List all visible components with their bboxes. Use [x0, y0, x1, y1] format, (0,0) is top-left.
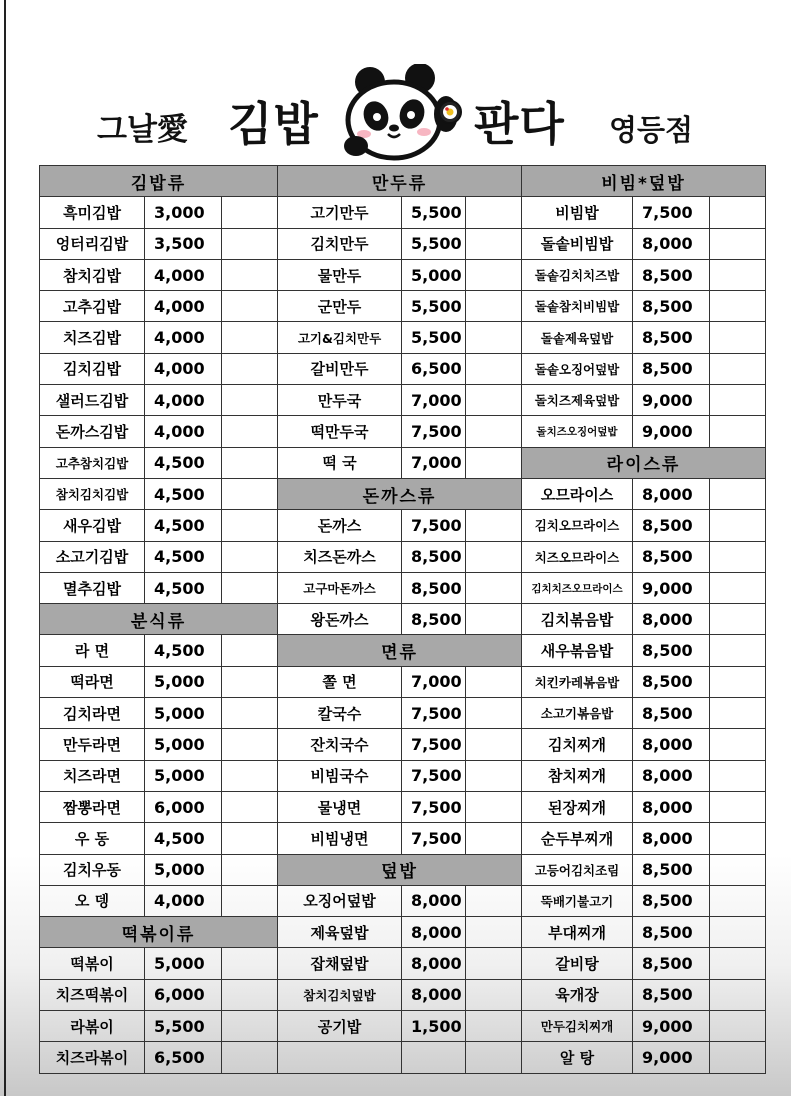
menu-item-price: 8,000	[402, 948, 466, 979]
menu-item-name: 김치오므라이스	[522, 510, 633, 541]
blank-cell	[710, 635, 766, 666]
blank-cell	[466, 791, 522, 822]
blank-cell	[710, 353, 766, 384]
blank-cell	[222, 854, 278, 885]
menu-item-name: 고기만두	[278, 197, 402, 228]
blank-cell	[222, 760, 278, 791]
blank-cell	[222, 979, 278, 1010]
menu-item-name: 라 면	[40, 635, 145, 666]
table-row	[40, 416, 766, 447]
menu-item-name: 고기&김치만두	[278, 322, 402, 353]
table-row	[40, 353, 766, 384]
menu-item-price: 4,000	[145, 385, 222, 416]
menu-item-price: 9,000	[633, 385, 710, 416]
branch-name: 영등점	[609, 113, 694, 147]
menu-item-price: 8,500	[633, 666, 710, 697]
menu-item-price: 7,500	[402, 729, 466, 760]
menu-item-price: 8,500	[633, 635, 710, 666]
table-row	[40, 604, 766, 635]
blank-cell	[466, 823, 522, 854]
blank-cell	[466, 604, 522, 635]
blank-cell	[222, 823, 278, 854]
menu-item-name: 새우볶음밥	[522, 635, 633, 666]
menu-item-name: 떡볶이	[40, 948, 145, 979]
blank-cell	[466, 322, 522, 353]
menu-item-price: 4,000	[145, 353, 222, 384]
section-header: 돈까스류	[278, 478, 522, 509]
menu-item-name: 칼국수	[278, 698, 402, 729]
blank-cell	[710, 478, 766, 509]
menu-item-price: 4,500	[145, 541, 222, 572]
brand-name-part2: 판다	[474, 97, 565, 151]
menu-item-price: 7,000	[402, 385, 466, 416]
menu-item-name: 치즈오므라이스	[522, 541, 633, 572]
blank-cell	[466, 291, 522, 322]
menu-item-name: 치킨카레볶음밥	[522, 666, 633, 697]
menu-item-price: 8,500	[633, 698, 710, 729]
menu-item-name: 고등어김치조림	[522, 854, 633, 885]
brand-prefix: 그날愛	[97, 112, 188, 148]
section-header: 덮밥	[278, 854, 522, 885]
blank-cell	[710, 197, 766, 228]
menu-item-price	[402, 1042, 466, 1073]
blank-cell	[222, 635, 278, 666]
menu-item-name: 왕돈까스	[278, 604, 402, 635]
blank-cell	[466, 760, 522, 791]
menu-item-price: 8,500	[633, 353, 710, 384]
menu-item-name: 만두김치찌개	[522, 1011, 633, 1042]
menu-item-name: 물만두	[278, 259, 402, 290]
menu-item-name: 만두국	[278, 385, 402, 416]
menu-item-name: 비빔냉면	[278, 823, 402, 854]
blank-cell	[710, 416, 766, 447]
blank-cell	[466, 1011, 522, 1042]
blank-cell	[466, 948, 522, 979]
menu-item-price: 8,000	[402, 917, 466, 948]
menu-item-name: 김치볶음밥	[522, 604, 633, 635]
menu-item-price: 8,000	[633, 823, 710, 854]
menu-item-name: 짬뽕라면	[40, 791, 145, 822]
blank-cell	[222, 698, 278, 729]
menu-item-price: 8,000	[402, 885, 466, 916]
menu-item-name: 갈비만두	[278, 353, 402, 384]
menu-item-price: 6,500	[402, 353, 466, 384]
blank-cell	[710, 823, 766, 854]
blank-cell	[466, 385, 522, 416]
blank-cell	[710, 698, 766, 729]
menu-item-name: 돌치즈오징어덮밥	[522, 416, 633, 447]
blank-cell	[466, 917, 522, 948]
blank-cell	[710, 228, 766, 259]
blank-cell	[710, 291, 766, 322]
blank-cell	[466, 698, 522, 729]
section-header: 면류	[278, 635, 522, 666]
blank-cell	[710, 948, 766, 979]
blank-cell	[222, 948, 278, 979]
blank-cell	[222, 510, 278, 541]
menu-item-price: 5,000	[145, 698, 222, 729]
blank-cell	[222, 322, 278, 353]
section-header: 만두류	[278, 166, 522, 197]
blank-cell	[466, 572, 522, 603]
menu-item-price: 7,500	[633, 197, 710, 228]
menu-item-price: 9,000	[633, 572, 710, 603]
blank-cell	[466, 416, 522, 447]
blank-cell	[222, 729, 278, 760]
menu-item-name: 오므라이스	[522, 478, 633, 509]
menu-item-price: 5,500	[402, 291, 466, 322]
menu-item-name: 김치치즈오므라이스	[522, 572, 633, 603]
table-row	[40, 729, 766, 760]
section-header: 분식류	[40, 604, 278, 635]
panda-mascot-icon	[342, 64, 470, 162]
menu-item-price: 3,500	[145, 228, 222, 259]
menu-item-price: 8,500	[633, 510, 710, 541]
blank-cell	[222, 259, 278, 290]
menu-item-name: 오징어덮밥	[278, 885, 402, 916]
table-row	[40, 917, 766, 948]
menu-item-name: 고구마돈까스	[278, 572, 402, 603]
blank-cell	[710, 1011, 766, 1042]
blank-cell	[710, 604, 766, 635]
menu-item-name: 참치찌개	[522, 760, 633, 791]
menu-item-name: 김치김밥	[40, 353, 145, 384]
menu-item-price: 8,000	[633, 760, 710, 791]
menu-item-name: 김치만두	[278, 228, 402, 259]
blank-cell	[222, 1042, 278, 1073]
section-header: 라이스류	[522, 447, 766, 478]
menu-item-name: 샐러드김밥	[40, 385, 145, 416]
section-header: 김밥류	[40, 166, 278, 197]
menu-item-name: 김치찌개	[522, 729, 633, 760]
menu-item-name: 참치김치김밥	[40, 478, 145, 509]
blank-cell	[222, 791, 278, 822]
menu-item-name: 돌솥비빔밥	[522, 228, 633, 259]
menu-item-price: 5,500	[402, 228, 466, 259]
menu-item-name: 돌솥참치비빔밥	[522, 291, 633, 322]
menu-item-price: 8,000	[633, 604, 710, 635]
menu-item-name: 만두라면	[40, 729, 145, 760]
blank-cell	[222, 416, 278, 447]
table-row	[40, 259, 766, 290]
menu-item-name: 소고기볶음밥	[522, 698, 633, 729]
blank-cell	[222, 353, 278, 384]
menu-item-price: 8,500	[633, 948, 710, 979]
menu-item-name: 치즈떡볶이	[40, 979, 145, 1010]
menu-item-name: 비빔국수	[278, 760, 402, 791]
frame-edge-line	[4, 0, 6, 1096]
menu-item-name: 뚝배기불고기	[522, 885, 633, 916]
table-row	[40, 666, 766, 697]
menu-item-price: 4,500	[145, 572, 222, 603]
menu-item-name: 멸추김밥	[40, 572, 145, 603]
menu-item-price: 7,500	[402, 416, 466, 447]
menu-item-name: 잡채덮밥	[278, 948, 402, 979]
menu-item-price: 7,000	[402, 447, 466, 478]
menu-item-price: 9,000	[633, 1011, 710, 1042]
menu-item-name: 돌솥오징어덮밥	[522, 353, 633, 384]
menu-item-price: 4,500	[145, 478, 222, 509]
menu-item-name: 돌솥김치치즈밥	[522, 259, 633, 290]
blank-cell	[222, 385, 278, 416]
menu-item-name: 잔치국수	[278, 729, 402, 760]
section-header: 떡볶이류	[40, 917, 278, 948]
menu-item-name: 쫄 면	[278, 666, 402, 697]
table-row	[40, 635, 766, 666]
menu-item-name: 된장찌개	[522, 791, 633, 822]
menu-item-price: 8,500	[633, 885, 710, 916]
table-row	[40, 291, 766, 322]
table-row	[40, 854, 766, 885]
menu-item-price: 4,000	[145, 885, 222, 916]
menu-item-name: 공기밥	[278, 1011, 402, 1042]
menu-item-price: 5,500	[145, 1011, 222, 1042]
menu-item-price: 7,500	[402, 791, 466, 822]
menu-item-name: 비빔밥	[522, 197, 633, 228]
menu-item-name: 엉터리김밥	[40, 228, 145, 259]
menu-item-price: 8,500	[633, 259, 710, 290]
table-row	[40, 885, 766, 916]
table-row	[40, 1042, 766, 1073]
table-row	[40, 385, 766, 416]
menu-item-price: 5,000	[145, 729, 222, 760]
menu-item-name: 흑미김밥	[40, 197, 145, 228]
menu-item-price: 3,000	[145, 197, 222, 228]
table-row	[40, 948, 766, 979]
brand-name-part1: 김밥	[228, 97, 319, 151]
menu-item-name: 고추김밥	[40, 291, 145, 322]
menu-item-price: 4,000	[145, 322, 222, 353]
blank-cell	[222, 666, 278, 697]
blank-cell	[466, 1042, 522, 1073]
blank-cell	[222, 228, 278, 259]
table-row	[40, 166, 766, 197]
blank-cell	[222, 447, 278, 478]
blank-cell	[222, 478, 278, 509]
menu-item-name: 갈비탕	[522, 948, 633, 979]
menu-item-price: 6,500	[145, 1042, 222, 1073]
blank-cell	[466, 666, 522, 697]
table-row	[40, 510, 766, 541]
menu-item-price: 8,500	[402, 604, 466, 635]
menu-item-name: 치즈라볶이	[40, 1042, 145, 1073]
menu-item-price: 5,000	[145, 760, 222, 791]
table-row	[40, 979, 766, 1010]
menu-item-price: 9,000	[633, 1042, 710, 1073]
menu-item-price: 4,500	[145, 447, 222, 478]
menu-item-name: 참치김밥	[40, 259, 145, 290]
menu-item-price: 8,000	[402, 979, 466, 1010]
menu-item-price: 8,000	[633, 228, 710, 259]
menu-item-price: 8,000	[633, 729, 710, 760]
menu-item-price: 4,000	[145, 259, 222, 290]
menu-item-name: 돈까스	[278, 510, 402, 541]
menu-item-name: 김치라면	[40, 698, 145, 729]
menu-item-name: 오 뎅	[40, 885, 145, 916]
table-row	[40, 1011, 766, 1042]
menu-item-price: 9,000	[633, 416, 710, 447]
blank-cell	[466, 447, 522, 478]
blank-cell	[710, 917, 766, 948]
menu-item-name: 육개장	[522, 979, 633, 1010]
blank-cell	[466, 197, 522, 228]
blank-cell	[222, 541, 278, 572]
menu-item-price: 1,500	[402, 1011, 466, 1042]
menu-item-price: 6,000	[145, 979, 222, 1010]
menu-item-price: 7,500	[402, 760, 466, 791]
menu-item-price: 5,500	[402, 322, 466, 353]
blank-cell	[710, 1042, 766, 1073]
menu-item-name: 소고기김밥	[40, 541, 145, 572]
menu-item-price: 8,000	[633, 478, 710, 509]
blank-cell	[710, 259, 766, 290]
menu-item-price: 8,500	[633, 541, 710, 572]
menu-item-price: 8,000	[633, 791, 710, 822]
menu-item-name: 고추참치김밥	[40, 447, 145, 478]
menu-item-name	[278, 1042, 402, 1073]
blank-cell	[710, 729, 766, 760]
menu-item-name: 새우김밥	[40, 510, 145, 541]
menu-item-name: 치즈돈까스	[278, 541, 402, 572]
section-header: 비빔*덮밥	[522, 166, 766, 197]
menu-table	[39, 165, 766, 1074]
menu-item-name: 참치김치덮밥	[278, 979, 402, 1010]
restaurant-header	[0, 58, 791, 163]
menu-item-price: 4,500	[145, 510, 222, 541]
blank-cell	[710, 885, 766, 916]
blank-cell	[222, 197, 278, 228]
menu-item-price: 8,500	[633, 291, 710, 322]
menu-item-price: 7,000	[402, 666, 466, 697]
menu-item-price: 5,000	[145, 666, 222, 697]
menu-item-name: 순두부찌개	[522, 823, 633, 854]
menu-item-name: 제육덮밥	[278, 917, 402, 948]
table-row	[40, 760, 766, 791]
blank-cell	[710, 791, 766, 822]
menu-item-price: 8,500	[633, 917, 710, 948]
table-row	[40, 823, 766, 854]
menu-item-price: 7,500	[402, 510, 466, 541]
menu-item-name: 돌치즈제육덮밥	[522, 385, 633, 416]
menu-item-name: 알 탕	[522, 1042, 633, 1073]
menu-item-name: 우 동	[40, 823, 145, 854]
menu-item-name: 치즈김밥	[40, 322, 145, 353]
blank-cell	[222, 291, 278, 322]
menu-item-name: 군만두	[278, 291, 402, 322]
blank-cell	[710, 666, 766, 697]
blank-cell	[466, 541, 522, 572]
blank-cell	[466, 729, 522, 760]
menu-item-price: 4,000	[145, 416, 222, 447]
blank-cell	[710, 572, 766, 603]
menu-item-price: 5,000	[402, 259, 466, 290]
menu-item-name: 떡만두국	[278, 416, 402, 447]
menu-item-price: 8,500	[633, 979, 710, 1010]
menu-item-price: 6,000	[145, 791, 222, 822]
menu-item-name: 치즈라면	[40, 760, 145, 791]
table-row	[40, 322, 766, 353]
menu-item-price: 7,500	[402, 698, 466, 729]
blank-cell	[710, 541, 766, 572]
menu-item-name: 라볶이	[40, 1011, 145, 1042]
blank-cell	[222, 572, 278, 603]
blank-cell	[710, 322, 766, 353]
blank-cell	[466, 510, 522, 541]
menu-item-price: 5,500	[402, 197, 466, 228]
table-row	[40, 572, 766, 603]
menu-item-price: 4,500	[145, 635, 222, 666]
table-row	[40, 447, 766, 478]
table-row	[40, 791, 766, 822]
menu-item-price: 5,000	[145, 948, 222, 979]
table-row	[40, 541, 766, 572]
menu-item-price: 8,500	[633, 322, 710, 353]
menu-item-price: 7,500	[402, 823, 466, 854]
table-row	[40, 478, 766, 509]
menu-item-name: 떡 국	[278, 447, 402, 478]
menu-item-price: 8,500	[402, 541, 466, 572]
blank-cell	[466, 259, 522, 290]
menu-item-name: 돈까스김밥	[40, 416, 145, 447]
menu-item-price: 8,500	[633, 854, 710, 885]
menu-item-name: 떡라면	[40, 666, 145, 697]
blank-cell	[466, 353, 522, 384]
menu-item-price: 5,000	[145, 854, 222, 885]
blank-cell	[222, 885, 278, 916]
menu-item-name: 물냉면	[278, 791, 402, 822]
menu-item-name: 김치우동	[40, 854, 145, 885]
menu-item-price: 4,000	[145, 291, 222, 322]
blank-cell	[710, 979, 766, 1010]
table-row	[40, 197, 766, 228]
menu-item-name: 부대찌개	[522, 917, 633, 948]
blank-cell	[222, 1011, 278, 1042]
blank-cell	[710, 510, 766, 541]
menu-item-price: 8,500	[402, 572, 466, 603]
blank-cell	[710, 854, 766, 885]
blank-cell	[466, 979, 522, 1010]
blank-cell	[466, 885, 522, 916]
menu-item-price: 4,500	[145, 823, 222, 854]
blank-cell	[710, 760, 766, 791]
menu-item-name: 돌솥제육덮밥	[522, 322, 633, 353]
blank-cell	[710, 385, 766, 416]
blank-cell	[466, 228, 522, 259]
table-row	[40, 228, 766, 259]
table-row	[40, 698, 766, 729]
